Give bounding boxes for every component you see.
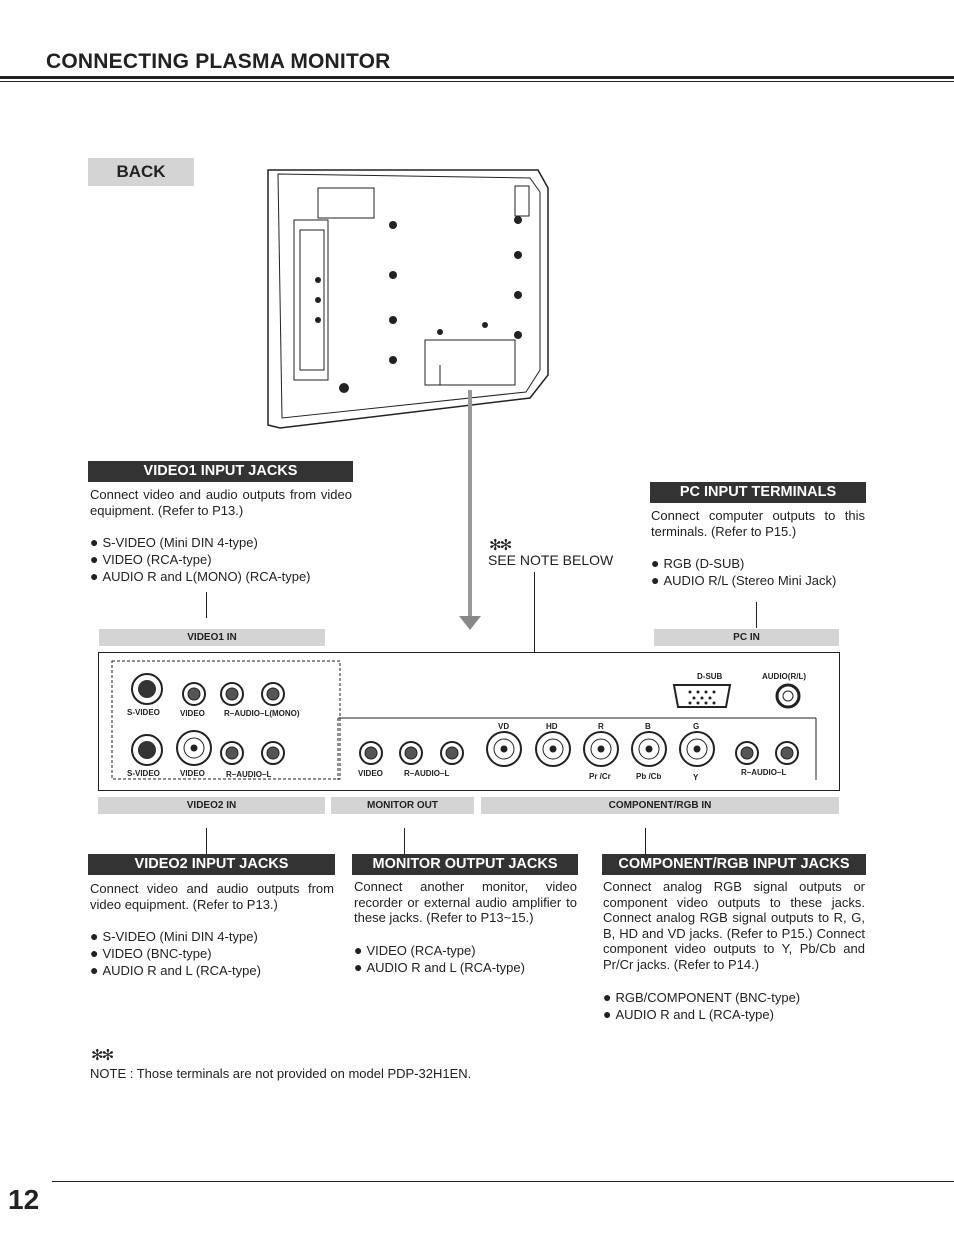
page-number: 12 — [8, 1184, 40, 1215]
jack-label-vd: VD — [498, 722, 510, 731]
jack-label-hd: HD — [546, 722, 558, 731]
pc-in-label: PC IN — [654, 629, 839, 646]
jack-label-monitor-audio: R–AUDIO–L — [404, 769, 450, 778]
footer-rule — [52, 1181, 954, 1182]
pc-text: Connect computer outputs to this terminals. (Refer to P15.) — [651, 508, 865, 539]
note-marker: ✻✻ — [489, 537, 511, 554]
jack-panel — [98, 652, 840, 792]
jack-label-prcr: Pr /Cr — [589, 772, 611, 781]
jack-label-g: G — [693, 722, 700, 731]
monitor-out-label: MONITOR OUT — [331, 797, 474, 814]
jack-label-video2: VIDEO — [180, 769, 205, 778]
component-in-label: COMPONENT/RGB IN — [481, 797, 839, 814]
list-item: ● S-VIDEO (Mini DIN 4-type) — [90, 928, 258, 944]
jack-label-svideo2: S-VIDEO — [127, 769, 160, 778]
monitor-text: Connect another monitor, video recorder or external audio amplifier to these jacks. (Refer to P13~15.) — [354, 879, 577, 926]
video2-text: Connect video and audio outputs from video equipment. (Refer to P13.) — [90, 881, 334, 912]
monitor-header: MONITOR OUTPUT JACKS — [352, 854, 578, 875]
component-connector-line — [645, 828, 646, 855]
header-rule-thin — [0, 81, 954, 82]
see-note-below: SEE NOTE BELOW — [488, 552, 614, 568]
monitor-back-illustration — [260, 160, 560, 435]
list-item: ● AUDIO R and L(MONO) (RCA-type) — [90, 568, 311, 584]
jack-label-audio-rl: AUDIO(R/L) — [762, 672, 806, 681]
jack-label-component-audio: R–AUDIO–L — [741, 768, 787, 777]
list-item: ● RGB (D-SUB) — [651, 555, 745, 571]
jack-label-svideo1: S-VIDEO — [127, 708, 160, 717]
video1-in-label: VIDEO1 IN — [99, 629, 325, 646]
pc-header: PC INPUT TERMINALS — [650, 482, 866, 503]
monitor-bullets — [354, 942, 594, 976]
component-header: COMPONENT/RGB INPUT JACKS — [602, 854, 866, 875]
list-item: ● RGB/COMPONENT (BNC-type) — [603, 989, 801, 1005]
header-rule — [0, 76, 954, 79]
back-label: BACK — [88, 158, 194, 186]
jack-label-monitor-video: VIDEO — [358, 769, 383, 778]
video2-bullets — [90, 928, 340, 979]
page-title: CONNECTING PLASMA MONITOR — [46, 50, 391, 73]
list-item: ● VIDEO (RCA-type) — [90, 551, 212, 567]
jack-label-video1: VIDEO — [180, 709, 205, 718]
jack-label-y: Y — [693, 773, 699, 782]
component-bullets — [603, 989, 873, 1023]
video1-connector-line — [206, 592, 207, 618]
list-item: ● AUDIO R/L (Stereo Mini Jack) — [651, 572, 837, 588]
video2-in-label: VIDEO2 IN — [98, 797, 325, 814]
list-item: ● AUDIO R and L (RCA-type) — [603, 1006, 774, 1022]
arrow-shaft — [468, 390, 472, 620]
video2-connector-line — [206, 828, 207, 855]
monitor-connector-line — [404, 828, 405, 855]
video1-text: Connect video and audio outputs from video equipment. (Refer to P13.) — [90, 487, 352, 518]
arrow-down-icon — [459, 616, 481, 630]
footer-note-marker: ✻✻ — [91, 1047, 113, 1064]
component-text: Connect analog RGB signal outputs or component video outputs to these jacks. Connect analog RGB signal outputs to R, G, B, HD and VD jacks. (Refer to P15.) Connect component video outputs to Y, Pb/Cb and Pr/Cr jacks. (Refer to P14.) — [603, 879, 865, 972]
jack-label-dsub: D-SUB — [697, 672, 723, 681]
video2-header: VIDEO2 INPUT JACKS — [88, 854, 335, 875]
list-item: ● VIDEO (RCA-type) — [354, 942, 476, 958]
jack-label-b: B — [645, 722, 651, 731]
pc-connector-line — [756, 602, 757, 628]
video1-header: VIDEO1 INPUT JACKS — [88, 461, 353, 482]
list-item: ● S-VIDEO (Mini DIN 4-type) — [90, 534, 258, 550]
jack-label-audio1: R–AUDIO–L(MONO) — [224, 709, 300, 718]
video1-bullets — [90, 534, 360, 585]
jack-label-audio2: R–AUDIO–L — [226, 770, 272, 779]
list-item: ● AUDIO R and L (RCA-type) — [354, 959, 525, 975]
pc-bullets — [651, 555, 881, 589]
jack-label-r: R — [598, 722, 604, 731]
footer-note: NOTE : Those terminals are not provided on model PDP-32H1EN. — [90, 1066, 472, 1081]
jack-label-pbcb: Pb /Cb — [636, 772, 662, 781]
list-item: ● AUDIO R and L (RCA-type) — [90, 962, 261, 978]
list-item: ● VIDEO (BNC-type) — [90, 945, 212, 961]
